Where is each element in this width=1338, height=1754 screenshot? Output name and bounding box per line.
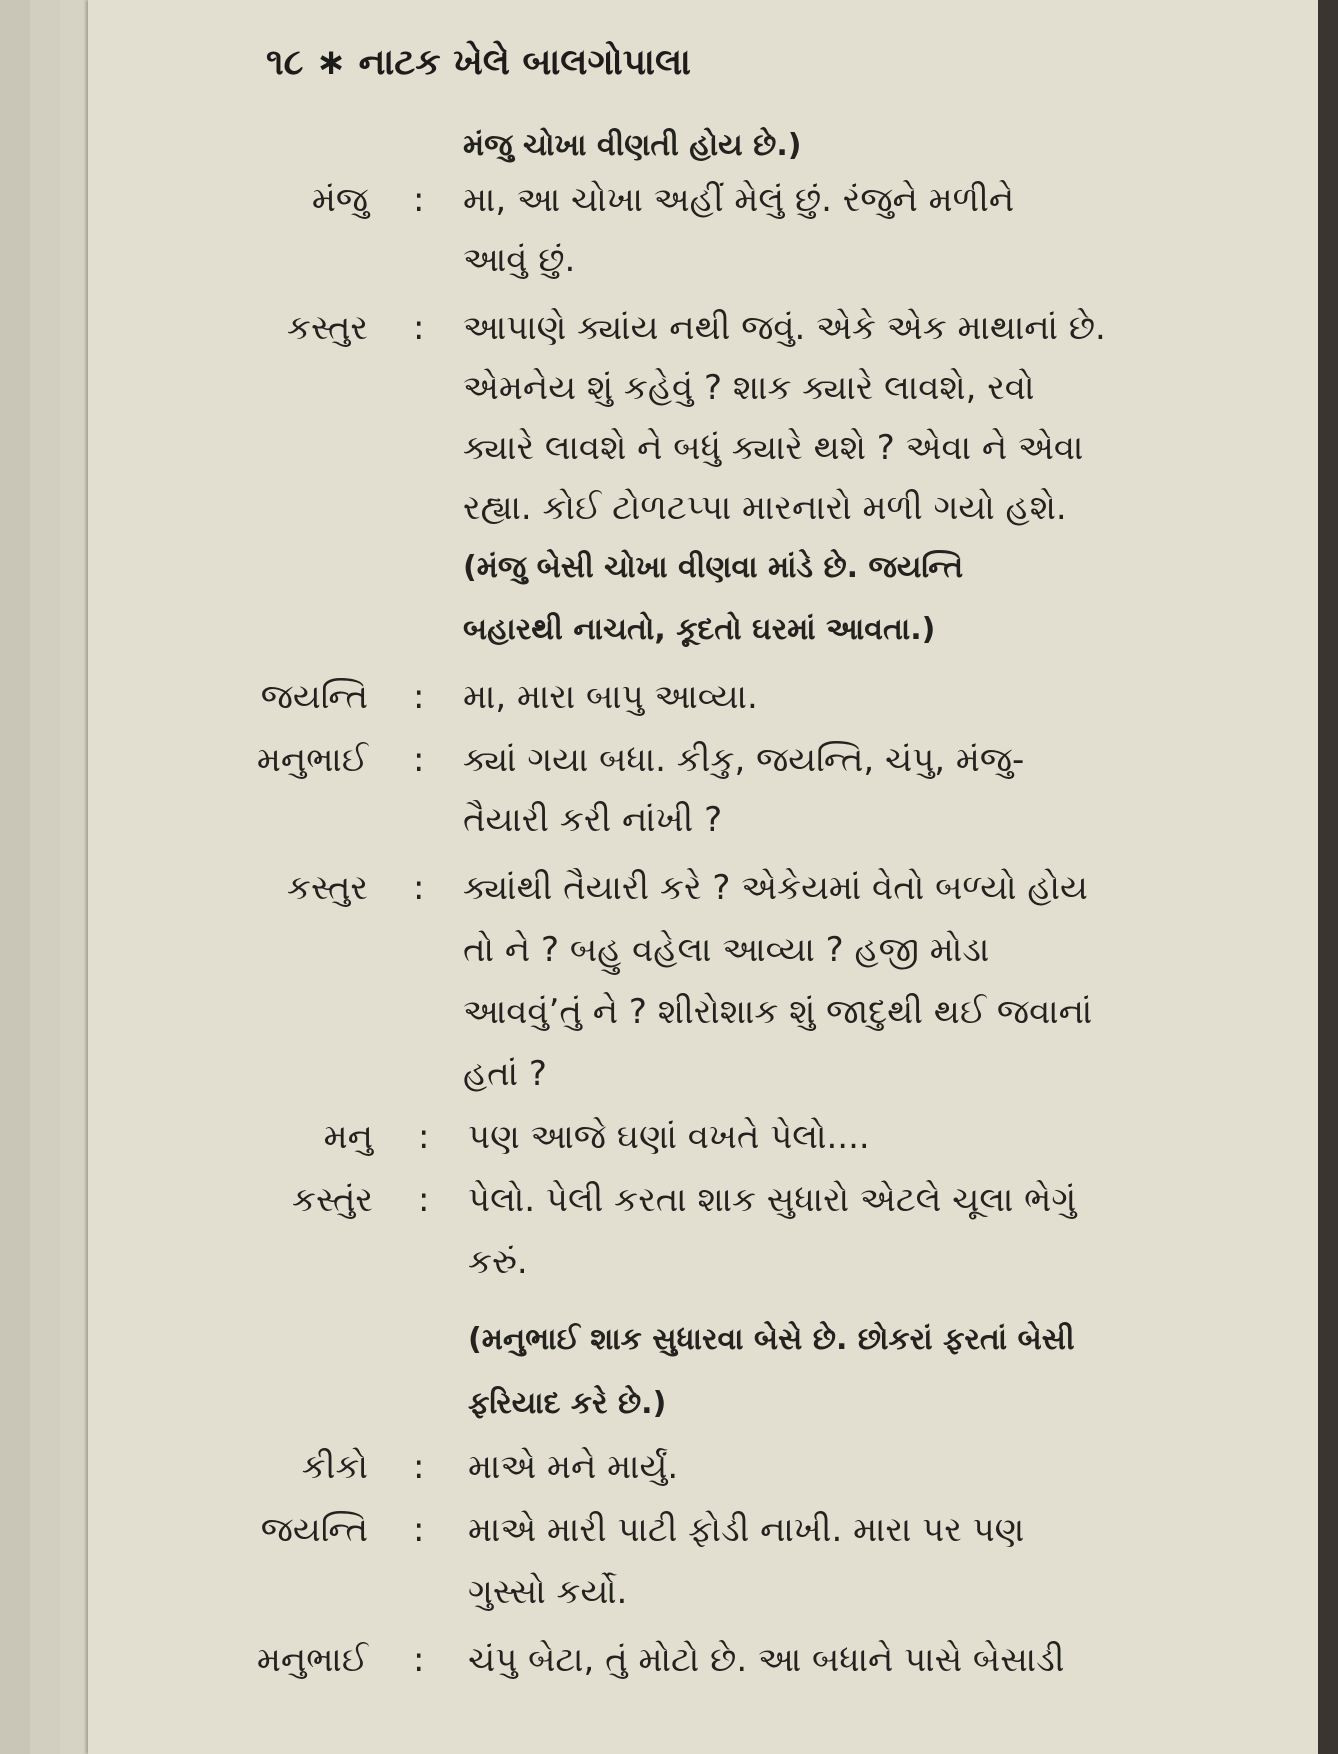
dialogue-text: મા, આ ચોખા અહીં મેલું છું. રંજુને મળીને [463,180,1015,220]
speaker-colon: : [413,740,425,780]
dialogue-text: એમનેય શું કહેવું ? શાક ક્યારે લાવશે, રવો [463,368,1035,408]
dialogue-text: ક્યારે લાવશે ને બધું ક્યારે થશે ? એવા ને એવા [463,428,1084,468]
speaker-name: મંજુ [311,180,368,220]
dialogue-text: પણ આજે ઘણાં વખતે પેલો.... [468,1117,870,1157]
stage-direction-text: બહારથી નાચતો, કૂદતો ઘરમાં આવતા.) [463,612,936,647]
dialogue-text: આવવું’તું ને ? શીરોશાક શું જાદુથી થઈ જવાનાં [463,992,1093,1032]
dialogue-text: આવું છું. [463,240,576,280]
speaker-colon: : [413,308,425,348]
page-header: ૧૮ ∗ નાટક ખેલે બાલગોપાલા [266,42,691,83]
page [88,0,1318,1754]
dialogue-text: માએ મારી પાટી ફોડી નાખી. મારા પર પણ [468,1510,1025,1550]
speaker-name: મનુ [323,1117,373,1157]
stage-direction-text: (મનુભાઈ શાક સુધારવા બેસે છે. છોકરાં ફરતાં બેસી [468,1322,1075,1357]
speaker-colon: : [413,1447,425,1487]
speaker-name: જયન્તિ [260,1510,368,1550]
speaker-name: કીકો [301,1447,368,1487]
speaker-colon: : [413,1640,425,1680]
dialogue-text: રહ્યા. કોઈ ટોળટપ્પા મારનારો મળી ગયો હશે. [463,488,1067,528]
stage-direction-text: (મંજુ બેસી ચોખા વીણવા માંડે છે. જયન્તિ [463,550,964,585]
speaker-colon: : [413,180,425,220]
dialogue-text: આપાણે ક્યાંય નથી જવું. એકે એક માથાનાં છે. [463,308,1106,348]
speaker-name: જયન્તિ [260,677,368,717]
stage-direction-text: ફરિયાદ કરે છે.) [468,1386,667,1421]
dialogue-text: મા, મારા બાપુ આવ્યા. [463,677,758,717]
speaker-name: કસ્તુંર [292,1180,373,1220]
dialogue-text: કરું. [468,1242,528,1282]
speaker-colon: : [413,677,425,717]
dialogue-text: માએ મને માર્યું. [468,1447,679,1487]
speaker-name: મનુભાઈ [256,740,368,780]
stage-direction-text: મંજુ ચોખા વીણતી હોય છે.) [463,128,802,163]
dialogue-text: ક્યાંથી તૈયારી કરે ? એકેયમાં વેતો બળ્યો હોય [463,868,1088,908]
dialogue-text: ક્યાં ગયા બધા. કીકુ, જયન્તિ, ચંપુ, મંજુ- [463,740,1025,780]
dialogue-text: હતાં ? [463,1054,547,1094]
dialogue-text: ચંપુ બેટા, તું મોટો છે. આ બધાને પાસે બેસાડી [468,1640,1065,1680]
dialogue-text: પેલો. પેલી કરતા શાક સુધારો એટલે ચૂલા ભેગું [468,1180,1077,1220]
dialogue-text: ગુસ્સો કર્યો. [468,1572,628,1612]
speaker-colon: : [413,868,425,908]
speaker-name: મનુભાઈ [256,1640,368,1680]
speaker-name: કસ્તુર [287,868,368,908]
speaker-colon: : [418,1180,430,1220]
dialogue-text: તૈયારી કરી નાંખી ? [463,800,723,840]
speaker-colon: : [413,1510,425,1550]
dialogue-text: તો ને ? બહુ વહેલા આવ્યા ? હજી મોડા [463,930,990,970]
speaker-name: કસ્તુર [287,308,368,348]
speaker-colon: : [418,1117,430,1157]
